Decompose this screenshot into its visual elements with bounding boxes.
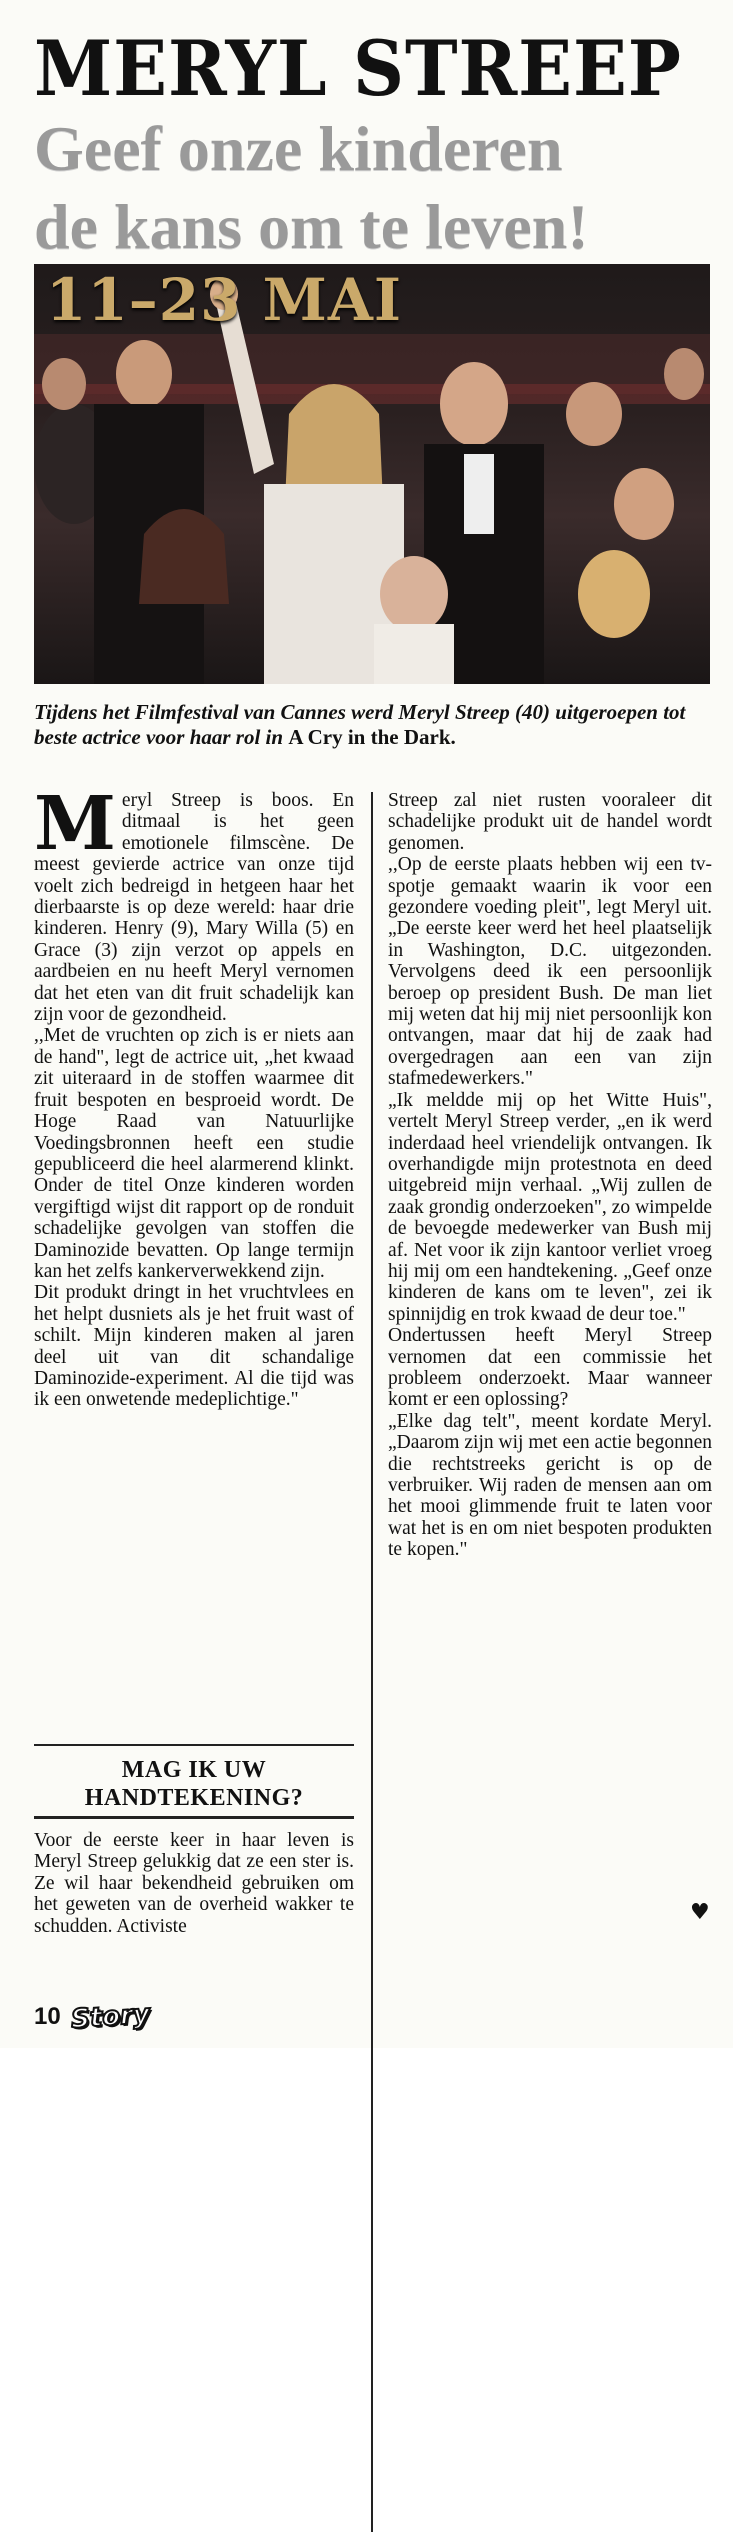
- box-bottom-rule: [34, 1816, 354, 1819]
- article-paragraph: eryl Streep is boos. En ditmaal is het geen emotionele filmscène. De meest gevierde actrice van onze tijd voelt zich bedreigd in hetgeen haar het dierbaarste is op deze wereld: haar drie kinderen. Henry (9), Mary Willa (5) en Grace (3) zijn verzot op appels en aardbeien en nu heeft Meryl vernomen dat het eten van dit fruit schadelijk kan zijn voor de gezondheid.: [34, 790, 354, 1026]
- photo-caption: [34, 700, 714, 750]
- article-paragraph: „Elke dag telt", meent kordate Meryl. „Daarom zijn wij met een actie begonnen die rechtstreeks gericht is op de verbruiker. Wij raden de mensen aan om het mooi glimmende fruit te laten voor wat het is en om niet bespoten produkten te kopen.": [388, 1410, 712, 1561]
- article-column-right: [388, 790, 712, 1561]
- headline: MERYL STREEP: [34, 24, 682, 113]
- article-column-left: [34, 781, 354, 1411]
- drop-cap: M: [34, 781, 116, 867]
- page-footer: [34, 1999, 151, 2035]
- caption-film-title: A Cry in the Dark.: [288, 725, 456, 749]
- article-paragraph: Streep zal niet rusten vooraleer dit schadelijke produkt uit de handel wordt genomen.: [388, 790, 712, 854]
- magazine-logo: Story: [69, 1999, 151, 2035]
- sidebar-box-title: [34, 1756, 354, 1812]
- article-paragraph: „Ik meldde mij op het Witte Huis", vertelt Meryl Streep verder, „en ik werd inderdaad heel vriendelijk ontvangen. Ik overhandigde mijn protestnota en deed uitgebreid mijn verhaal. „Wij zullen de zaak grondig onderzoeken", zo wimpelde de bevoegde medewerker van Bush mij af. Net voor ik zijn kantoor verliet vroeg hij mij om een handtekening. „Geef onze kinderen de kans om te leven", zei ik spinnijdig en trok kwaad de deur toe.": [388, 1089, 712, 1325]
- subheadline-line-1: Geef onze kinderen: [34, 113, 563, 184]
- subheadline-line-2: de kans om te leven!: [34, 191, 589, 262]
- subheadline: [34, 110, 724, 266]
- page-number: 10: [34, 2003, 61, 2030]
- end-mark-heart-icon: ♥: [690, 1900, 710, 1925]
- caption-text: Tijdens het Filmfestival van Cannes werd Meryl Streep (40) uitgeroepen tot beste actrice voor haar rol in: [34, 700, 686, 749]
- article-paragraph: ,,Met de vruchten op zich is er niets aan de hand", legt de actrice uit, „het kwaad zit uiteraard in de stoffen waarmee dit fruit bespoten en besproeid wordt. De Hoge Raad van Natuurlijke Voedingsbronnen heeft een studie gepubliceerd die heel alarmerend klinkt. Onder de titel Onze kinderen worden vergiftigd wijst dit rapport op de ronduit schadelijke gevolgen van stoffen die Daminozide bevatten. Op lange termijn kan het zelfs kankerverwekkend zijn.: [34, 1025, 354, 1282]
- column-divider: [371, 792, 373, 2532]
- box-title-line-1: MAG IK UW: [121, 1757, 267, 1783]
- festival-dates: 11–23 MAI: [46, 266, 402, 334]
- article-paragraph: Voor de eerste keer in haar leven is Meryl Streep gelukkig dat ze een ster is. Ze wil haar bekendheid gebruiken om het geweten van de overheid wakker te schudden. Activiste: [34, 1830, 354, 1937]
- box-top-rule: [34, 1744, 354, 1746]
- article-column-left-box: [34, 1830, 354, 1937]
- cannes-photo: [34, 264, 710, 684]
- article-paragraph: Ondertussen heeft Meryl Streep vernomen dat een commissie het probleem onderzoekt. Maar wanneer komt er een oplossing?: [388, 1325, 712, 1411]
- article-paragraph: ,,Op de eerste plaats hebben wij een tv-spotje gemaakt waarin ik voor een gezondere voeding pleit", legt Meryl uit. „De eerste keer werd het heel plaatselijk in Washington, D.C. uitgezonden. Vervolgens deed ik een persoonlijk beroep op president Bush. De man liet mij weten dat hij mij niet persoonlijk kon ontvangen, maar dat hij de zaak had overgedragen aan een van zijn stafmedewerkers.": [388, 854, 712, 1090]
- article-paragraph: Dit produkt dringt in het vruchtvlees en het helpt dusniets als je het fruit wast of schilt. Mijn kinderen maken al jaren deel uit van dit schandalige Daminozide-experiment. Al die tijd was ik een onwetende medeplichtige.": [34, 1282, 354, 1411]
- box-title-line-2: HANDTEKENING?: [84, 1785, 304, 1811]
